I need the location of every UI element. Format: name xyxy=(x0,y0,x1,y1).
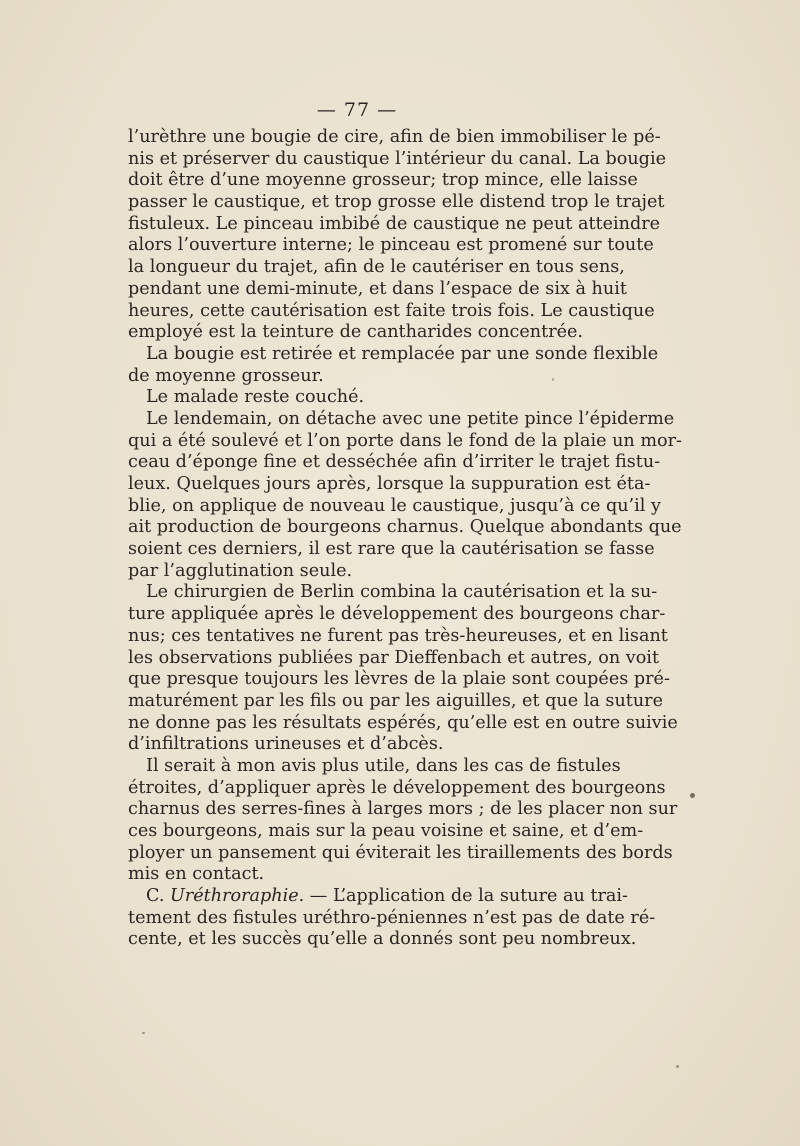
text-line: Le malade reste couché. xyxy=(146,387,365,408)
text-line: cente, et les succès qu’elle a donnés sont peu nombreux. xyxy=(128,929,637,950)
text-line: heures, cette cautérisation est faite trois fois. Le caustique xyxy=(128,300,655,321)
body-text xyxy=(128,127,682,951)
text-line: Il serait à mon avis plus utile, dans les cas de fistules xyxy=(146,755,621,776)
text-line: nis et préserver du caustique l’intérieur du canal. La bougie xyxy=(128,148,666,169)
text-line: employé est la teinture de cantharides concentrée. xyxy=(128,322,584,343)
text-line: alors l’ouverture interne; le pinceau est promené sur toute xyxy=(128,235,654,256)
text-line: C. Uréthroraphie. — L’application de la suture au trai- xyxy=(146,886,628,907)
text-line: maturément par les fils ou par les aiguilles, et que la suture xyxy=(128,690,663,711)
section-title-italic: Uréthroraphie. xyxy=(170,886,305,907)
text-line: pendant une demi-minute, et dans l’espace de six à huit xyxy=(128,278,627,299)
text-line: qui a été soulevé et l’on porte dans le fond de la plaie un mor- xyxy=(128,430,682,451)
text-line: passer le caustique, et trop grosse elle distend trop le trajet xyxy=(128,192,665,213)
text-line: leux. Quelques jours après, lorsque la suppuration est éta- xyxy=(128,474,651,494)
paper-speck xyxy=(552,378,554,381)
text-line: la longueur du trajet, afin de le cautériser en tous sens, xyxy=(128,257,625,278)
text-line: l’urèthre une bougie de cire, afin de bien immobiliser le pé- xyxy=(128,127,661,147)
text-line: ne donne pas les résultats espérés, qu’elle est en outre suivie xyxy=(128,712,678,733)
paper-speck xyxy=(690,793,695,798)
text-line: d’infiltrations urineuses et d’abcès. xyxy=(128,734,444,755)
text-line: blie, on applique de nouveau le caustique, jusqu’à ce qu’il y xyxy=(128,495,661,516)
text-line: charnus des serres-fines à larges mors ; de les placer non sur xyxy=(128,799,678,820)
text-line: par l’agglutination seule. xyxy=(128,560,353,581)
text-line: nus; ces tentatives ne furent pas très-heureuses, et en lisant xyxy=(128,625,668,646)
text-line: de moyenne grosseur. xyxy=(128,365,324,386)
paper-speck xyxy=(676,1065,679,1068)
text-line: La bougie est retirée et remplacée par une sonde flexible xyxy=(146,343,659,364)
text-line: les observations publiées par Dieffenbach et autres, on voit xyxy=(128,647,660,668)
text-line: ture appliquée après le développement des bourgeons char- xyxy=(128,604,666,625)
page-number: — 77 — xyxy=(316,99,398,121)
text-line: étroites, d’appliquer après le développement des bourgeons xyxy=(128,777,666,798)
text-line: mis en contact. xyxy=(128,864,265,885)
text-line: ces bourgeons, mais sur la peau voisine et saine, et d’em- xyxy=(128,821,644,841)
text-line: Le lendemain, on détache avec une petite pince l’épiderme xyxy=(146,408,675,429)
text-line: fistuleux. Le pinceau imbibé de caustique ne peut atteindre xyxy=(128,213,661,234)
paper-speck xyxy=(142,1032,145,1034)
text-line: ait production de bourgeons charnus. Quelque abondants que xyxy=(128,517,682,538)
text-line: que presque toujours les lèvres de la plaie sont coupées pré- xyxy=(128,669,670,690)
text-line: ployer un pansement qui éviterait les tiraillements des bords xyxy=(128,842,673,863)
text-line: Le chirurgien de Berlin combina la cautérisation et la su- xyxy=(146,582,658,603)
text-line: doit être d’une moyenne grosseur; trop mince, elle laisse xyxy=(128,170,638,191)
text-line: ceau d’éponge fine et desséchée afin d’irriter le trajet fistu- xyxy=(128,452,661,473)
text-line: tement des fistules uréthro-péniennes n’est pas de date ré- xyxy=(128,907,656,928)
text-line: soient ces derniers, il est rare que la cautérisation se fasse xyxy=(128,539,655,560)
